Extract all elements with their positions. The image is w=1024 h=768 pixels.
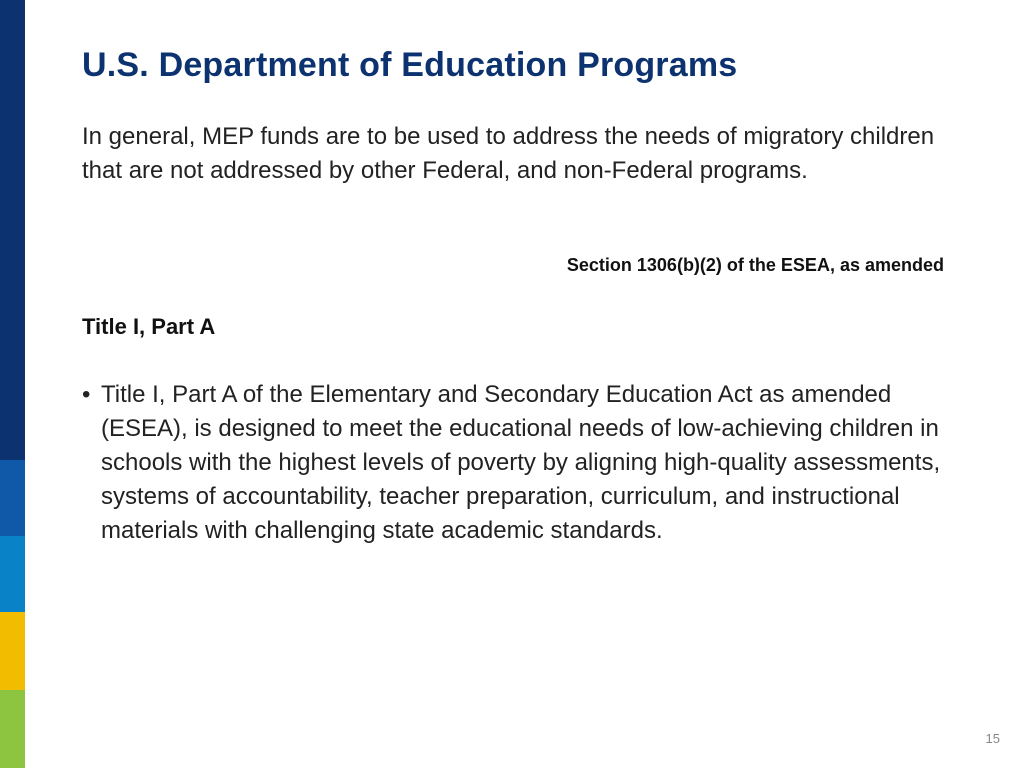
intro-paragraph: In general, MEP funds are to be used to address the needs of migratory children that are not addressed by other Federal, and non-Federal programs. — [82, 123, 935, 184]
side-color-bar — [0, 0, 25, 768]
side-bar-green-segment — [0, 690, 25, 768]
side-bar-navy-segment — [0, 0, 25, 460]
page-number: 15 — [985, 731, 1000, 746]
citation: Section 1306(b)(2) of the ESEA, as amended — [566, 255, 944, 275]
side-bar-gold-segment — [0, 612, 25, 690]
bullet-text: Title I, Part A of the Elementary and Secondary Education Act as amended (ESEA), is designed to meet the educational needs of low-achieving children in schools with the highest levels of poverty by aligning high-quality assessments, systems of accountability, teacher preparation, curriculum, and instructional materials with challenging state academic standards. — [101, 381, 941, 544]
bullet-marker: • — [82, 381, 91, 408]
bullet-list — [82, 378, 962, 548]
slide-title: U.S. Department of Education Programs — [82, 46, 738, 84]
side-bar-cyan-segment — [0, 536, 25, 612]
side-bar-blue-segment — [0, 460, 25, 536]
bullet-item — [82, 378, 962, 548]
section-subheading: Title I, Part A — [82, 314, 216, 339]
